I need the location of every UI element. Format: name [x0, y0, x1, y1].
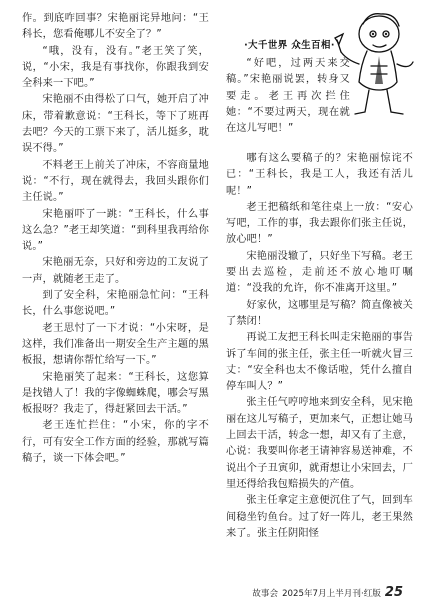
paragraph: “好吧，过两天来交稿。”宋艳丽说罢，转身又要走。老王再次拦住她：“不要过两天，现在就在这儿写吧！” [226, 58, 350, 135]
magazine-name: 故事会 [252, 589, 279, 599]
paragraph: 老王把稿纸和笔往桌上一放：“安心写吧，工作的事，我去跟你们张主任说，放心吧！” [226, 201, 413, 246]
page-number: 25 [384, 585, 403, 600]
paragraph: 张主任拿定主意便沉住了气，回到车间稳坐钓鱼台。过了好一阵儿，老王果然来了。张主任阴阳怪 [226, 495, 413, 539]
paragraph: 宋艳丽吓了一跳：“王科长，什么事这么急？”老王却笑道：“到科里我再给你说。” [22, 208, 209, 253]
paragraph: 再说工友把王科长叫走宋艳丽的事告诉了车间的张主任，张主任一听就火冒三丈：“安全科也太不像话啦，凭什么擅自停车叫人？” [226, 332, 413, 393]
issue-label: 2025年7月上半月刊·红版 [282, 589, 381, 599]
paragraph: 老王连忙拦住：“小宋，你的字不行，可有安全工作方面的经验，那就写篇稿子，谈一下体会吧。” [22, 420, 209, 465]
paragraph: 宋艳丽笑了起来：“王科长，这您算是找错人了！我的字像蜘蛛爬，哪会写黑板报呀？我走了，得赶紧回去干活。” [22, 371, 209, 416]
paragraph: 宋艳丽没辙了，只好坐下写稿。老王要出去巡检，走前还不放心地叮嘱道：“没我的允许，你不准离开这里。” [226, 250, 413, 295]
paragraph: 宋艳丽不由得松了口气，她开启了冲床，带着歉意说：“王科长，等下了班再去吧？今天的工票下来了，活儿挺多，耽误不得。” [22, 94, 209, 155]
paragraph: 作。到底咋回事？宋艳丽诧异地问：“王科长，您看俺哪儿不安全了？” [22, 13, 209, 41]
paragraph: 张主任气哼哼地来到安全科，见宋艳丽在这儿写稿子，更加来气，正想让她马上回去干活，转念一想，却又有了主意，心说：我要叫你老王请神容易送神难，不说出个子丑寅卯，就甭想让小宋回去，厂里还得给我包赔损失的产值。 [226, 397, 413, 490]
right-column-top [226, 56, 350, 137]
paragraph: 哪有这么要稿子的？宋艳丽惊诧不已：“王科长，我是工人，我还有活儿呢！” [226, 153, 413, 197]
paragraph: “哦，没有，没有。”老王笑了笑，说，“小宋，我是有事找你，你跟我到安全科来一下吧。” [22, 45, 209, 90]
paragraph: 宋艳丽无奈，只好和旁边的工友说了一声，就随老王走了。 [22, 257, 209, 285]
paragraph: 不料老王上前关了冲床，不容商量地说：“不行，现在就得去，我回头跟你们主任说。” [22, 159, 209, 204]
left-column [22, 11, 209, 467]
page-footer [252, 585, 403, 600]
section-header: ·大千世界 众生百相· [244, 40, 335, 51]
paragraph: 好家伙，这哪里是写稿？简直像被关了禁闭！ [226, 299, 413, 327]
paragraph: 到了安全科，宋艳丽急忙问：“王科长，什么事您说吧。” [22, 290, 209, 318]
paragraph: 老王思忖了一下才说：“小宋呀，是这样，我们准备出一期安全生产主题的黑板报，想请你帮忙给写一下。” [22, 322, 209, 367]
right-column [226, 151, 413, 542]
